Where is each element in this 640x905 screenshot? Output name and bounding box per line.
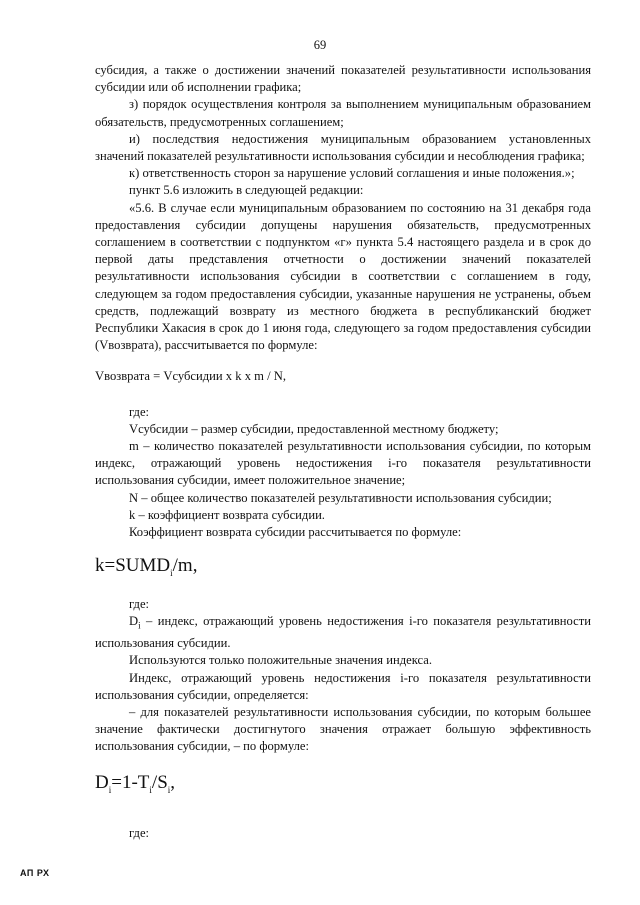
paragraph: «5.6. В случае если муниципальным образованием по состоянию на 31 декабря года предоставления субсидии допущены нарушения обязательств, предусмотренных соглашением в соответствии с подпунктом «г» пункта 5.4 настоящего раздела и в срок до первой даты представления отчетности о достижении значений показателей результативности использования субсидии в соответствии с соглашением в году, следующем за годом предоставления субсидии, указанные нарушения не устранены, объем средств, подлежащий возврату из местного бюджета в республиканский бюджет Республики Хакасия в срок до 1 июня года, следующего за годом предоставления субсидии (Vвозврата), рассчитывается по формуле: [95,200,591,353]
paragraph: Vсубсидии – размер субсидии, предоставленной местному бюджету; [129,421,499,436]
paragraph [95,613,591,652]
formula-part: /S [151,771,168,793]
formula-part: D [95,771,109,793]
footer-mark: АП РХ [20,868,50,878]
paragraph: где: [129,825,150,840]
formula-part: =1-T [111,771,150,793]
formula-subscript: i [108,784,112,795]
paragraph: Используются только положительные значения индекса. [129,653,432,668]
paragraph-text: – индекс, отражающий уровень недостижения i-го показателя результативности использования субсидии. [95,614,591,651]
paragraph: где: [129,597,150,612]
paragraph: з) порядок осуществления контроля за выполнением муниципальным образованием обязательств, предусмотренных соглашением; [95,97,591,129]
formula-part: k=SUMD [95,555,171,577]
formula-subscript: i [170,568,173,579]
paragraph: m – количество показателей результативности использования субсидии, по которым индекс, отражающий уровень недостижения i-го показателя результативности использования субсидии, имеет положительное значение; [95,439,591,488]
paragraph: Индекс, отражающий уровень недостижения i-го показателя результативности использования субсидии, определяется: [95,670,591,702]
formula-part: /m, [172,555,198,577]
paragraph: где: [129,404,150,419]
formula-return-volume: Vвозврата = Vсубсидии x k x m / N, [95,369,286,384]
formula-subscript: i [167,784,171,795]
paragraph: к) ответственность сторон за нарушение условий соглашения и иные положения.»; [129,166,575,181]
formula-subscript: i [149,784,152,795]
page-number: 69 [313,38,327,52]
paragraph: пункт 5.6 изложить в следующей редакции: [129,183,364,198]
paragraph: субсидия, а также о достижении значений показателей результативности использования субсидии или об исполнении графика; [95,63,591,95]
paragraph: k – коэффициент возврата субсидии. [129,507,325,522]
paragraph: N – общее количество показателей результативности использования субсидии; [129,490,552,505]
formula-subscript: i [138,621,141,631]
formula-index [95,771,591,799]
formula-coefficient [95,557,591,582]
paragraph: и) последствия недостижения муниципальным образованием установленных значений показателей результативности использования субсидии и несоблюдения графика; [95,131,591,164]
formula-part: , [170,771,176,793]
paragraph: Коэффициент возврата субсидии рассчитывается по формуле: [129,525,462,540]
document-body [95,62,591,842]
formula-part: D [129,614,139,629]
paragraph: – для показателей результативности использования субсидии, по которым большее значение фактически достигнутого значения отражает большую эффективность использования субсидии, – по формуле: [95,705,591,754]
